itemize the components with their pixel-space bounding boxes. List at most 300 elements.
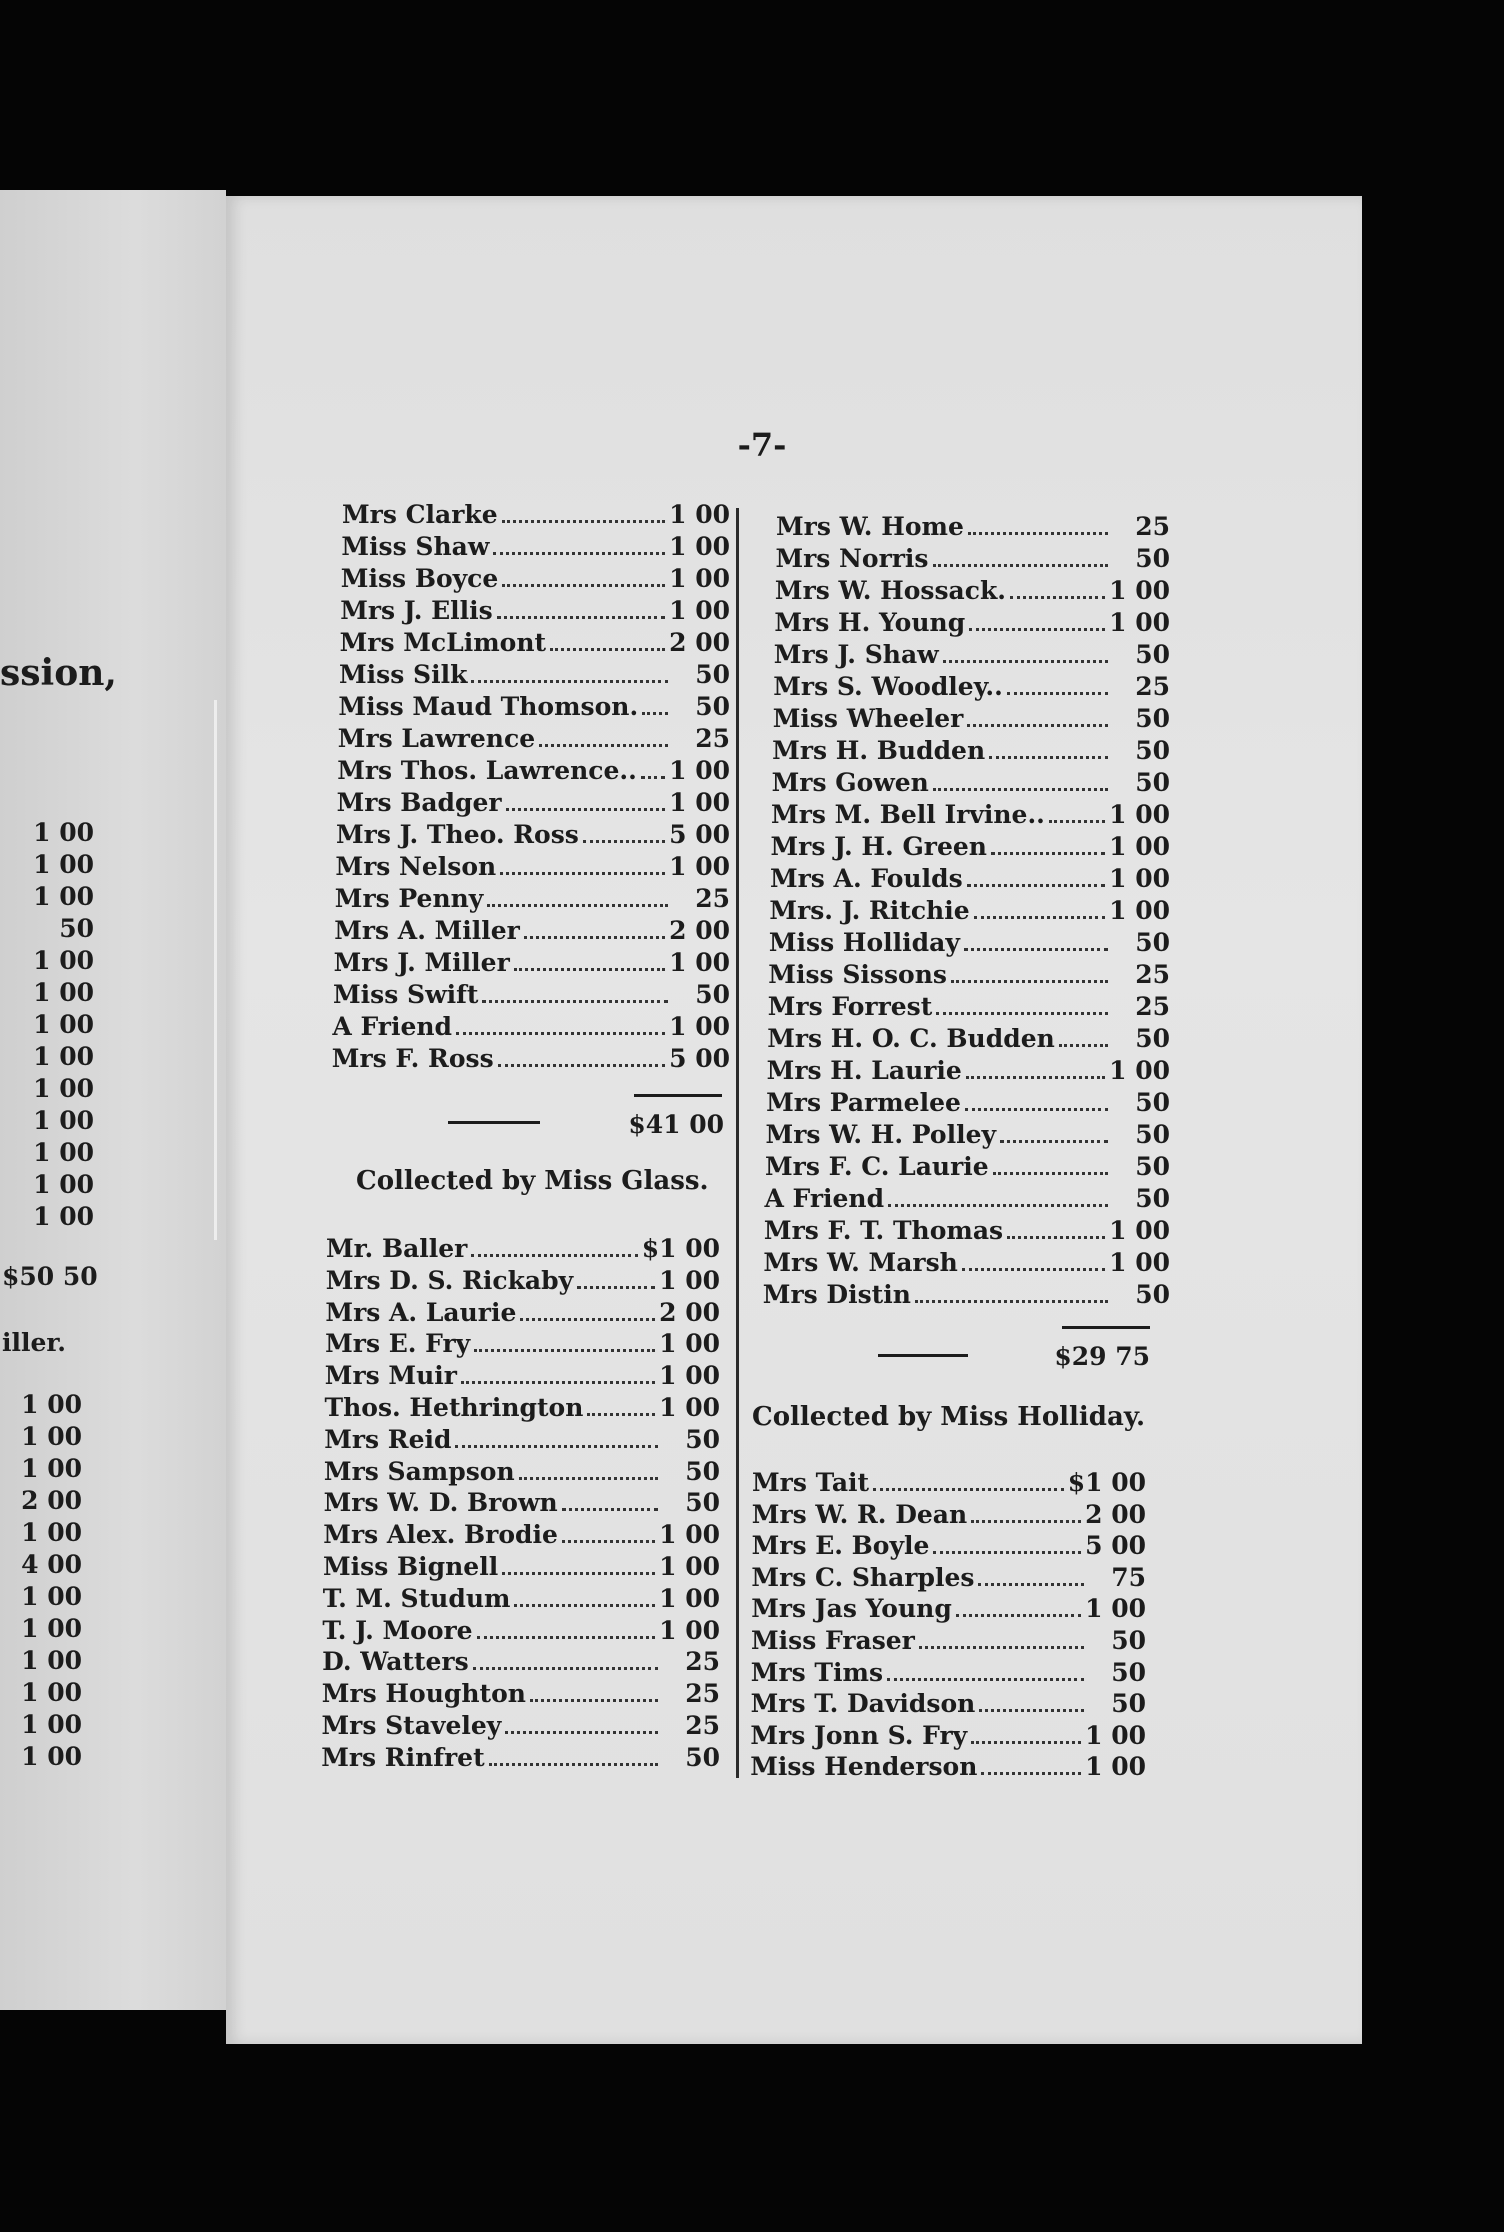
donation-amount: 1 00 xyxy=(659,1520,720,1550)
list-item xyxy=(751,1689,1146,1719)
donation-amount: 1 00 xyxy=(669,564,730,593)
dot-leader xyxy=(520,1300,655,1321)
donor-name: A Friend xyxy=(332,1012,453,1041)
dot-leader xyxy=(951,962,1108,983)
list-item xyxy=(322,1616,720,1646)
list-item xyxy=(323,1520,720,1550)
edge-amount: 1 00 xyxy=(21,1582,82,1611)
dot-leader xyxy=(587,1395,655,1416)
edge-amount: 1 00 xyxy=(33,1074,94,1103)
donor-name: Mrs A. Laurie xyxy=(325,1297,517,1327)
left-edge-title-fragment: ssion, xyxy=(0,652,117,694)
donation-amount: 25 xyxy=(1135,512,1170,541)
donor-name: Miss Maud Thomson. xyxy=(338,692,639,721)
dot-leader xyxy=(962,1250,1105,1271)
donation-amount: 2 00 xyxy=(669,916,730,945)
donor-name: Mrs T. Davidson xyxy=(750,1689,976,1719)
donor-name: Mrs. J. Ritchie xyxy=(769,896,970,925)
donor-name: Mrs S. Woodley.. xyxy=(773,672,1003,701)
dot-leader xyxy=(502,566,665,587)
list-item xyxy=(768,960,1170,990)
donation-amount: 1 00 xyxy=(669,756,730,785)
dot-leader xyxy=(964,930,1108,951)
donor-name: Mrs Distin xyxy=(762,1280,911,1309)
dot-leader xyxy=(583,822,665,843)
left-total-rule xyxy=(634,1094,722,1097)
donation-amount: 1 00 xyxy=(669,500,730,529)
donor-name: Mrs D. S. Rickaby xyxy=(325,1265,574,1295)
donation-amount: 1 00 xyxy=(1109,576,1170,605)
donor-name: Mrs Badger xyxy=(336,788,502,817)
edge-amount: 1 00 xyxy=(33,1138,94,1167)
donor-name: Mrs Forrest xyxy=(767,992,933,1021)
donor-name: Miss Swift xyxy=(333,980,479,1009)
right-total-short-rule xyxy=(878,1354,968,1357)
donation-amount: 1 00 xyxy=(669,852,730,881)
donation-amount: 1 00 xyxy=(1109,608,1170,637)
donor-name: Mrs Muir xyxy=(324,1361,457,1391)
donor-name: Mrs Nelson xyxy=(335,852,497,881)
donor-name: Mrs J. Ellis xyxy=(340,596,493,625)
donation-amount: 25 xyxy=(1135,960,1170,989)
list-item xyxy=(338,692,730,722)
donation-amount: 50 xyxy=(1135,1088,1170,1117)
donation-amount: 1 00 xyxy=(659,1265,720,1295)
dot-leader xyxy=(505,1713,658,1734)
list-item xyxy=(332,1044,730,1074)
donation-amount: 50 xyxy=(1135,928,1170,957)
dot-leader xyxy=(936,994,1108,1015)
donation-amount: 50 xyxy=(685,1742,720,1772)
dot-leader xyxy=(641,758,665,779)
donor-name: Mrs A. Foulds xyxy=(769,864,963,893)
dot-leader xyxy=(493,534,665,555)
donation-amount: 50 xyxy=(695,692,730,721)
left-total-short-rule xyxy=(448,1121,540,1124)
dot-leader xyxy=(477,1618,656,1639)
donation-amount: 1 00 xyxy=(669,1012,730,1041)
donation-amount: 50 xyxy=(1135,544,1170,573)
edge-amount: 1 00 xyxy=(21,1518,82,1547)
list-item xyxy=(342,500,730,530)
donation-amount: 50 xyxy=(1135,704,1170,733)
dot-leader xyxy=(506,790,666,811)
donation-amount: 2 00 xyxy=(659,1297,720,1327)
dot-leader xyxy=(519,1459,658,1480)
donor-name: Mrs H. Budden xyxy=(772,736,986,765)
edge-amount: 1 00 xyxy=(33,946,94,975)
list-item xyxy=(773,672,1170,702)
dot-leader xyxy=(474,1331,655,1352)
list-item xyxy=(752,1500,1146,1530)
donation-amount: 25 xyxy=(695,884,730,913)
list-item xyxy=(752,1468,1146,1498)
donation-amount: 5 00 xyxy=(669,1044,730,1073)
donor-name: Miss Sissons xyxy=(768,960,947,989)
donor-name: Mrs Alex. Brodie xyxy=(323,1520,558,1550)
donor-name: Miss Wheeler xyxy=(772,704,964,733)
donor-name: Mrs J. Miller xyxy=(333,948,510,977)
list-item xyxy=(771,832,1171,862)
list-item xyxy=(326,1234,720,1264)
list-item xyxy=(772,736,1170,766)
edge-amount: 1 00 xyxy=(33,1202,94,1231)
list-item xyxy=(337,756,730,786)
list-item xyxy=(752,1531,1146,1561)
list-item xyxy=(751,1563,1146,1593)
list-item xyxy=(321,1743,720,1773)
donation-amount: $1 00 xyxy=(641,1234,720,1263)
edge-amount: 1 00 xyxy=(21,1742,82,1771)
donor-name: Thos. Hethrington xyxy=(324,1393,584,1422)
dot-leader xyxy=(642,694,668,715)
edge-amount: 1 00 xyxy=(33,850,94,879)
dot-leader xyxy=(991,834,1105,855)
donor-name: Mrs E. Fry xyxy=(325,1329,471,1359)
list-item xyxy=(769,928,1170,958)
donation-amount: 50 xyxy=(685,1456,720,1486)
edge-amount: 1 00 xyxy=(21,1678,82,1707)
donor-name: Mrs J. Theo. Ross xyxy=(336,820,579,849)
donor-name: Mrs A. Miller xyxy=(334,916,520,945)
dot-leader xyxy=(550,630,665,651)
dot-leader xyxy=(971,1502,1081,1523)
edge-amount: 1 00 xyxy=(33,818,94,847)
donor-name: Mrs W. H. Polley xyxy=(765,1120,997,1149)
donor-name: Mrs Gowen xyxy=(771,768,929,797)
list-item xyxy=(751,1626,1146,1656)
donation-amount: 25 xyxy=(1135,672,1170,701)
donation-amount: 1 00 xyxy=(1109,896,1170,925)
list-item xyxy=(765,1152,1170,1182)
donation-amount: 25 xyxy=(695,724,730,753)
donation-amount: 5 00 xyxy=(1085,1531,1146,1561)
list-item xyxy=(775,544,1170,574)
donation-amount: 50 xyxy=(1111,1689,1146,1719)
donor-name: Mrs M. Bell Irvine.. xyxy=(771,800,1045,829)
dot-leader xyxy=(514,1586,655,1607)
list-item xyxy=(775,576,1170,606)
donation-amount: 50 xyxy=(1135,1024,1170,1053)
dot-leader xyxy=(1049,802,1105,823)
list-item xyxy=(338,724,730,754)
list-item xyxy=(326,1266,720,1296)
dot-leader xyxy=(1059,1026,1108,1047)
donation-amount: 1 00 xyxy=(1109,832,1170,861)
edge-amount: 1 00 xyxy=(33,1042,94,1071)
donor-name: Miss Holliday xyxy=(768,928,960,957)
donor-name: Mrs Penny xyxy=(334,884,484,913)
donor-name: Mrs Staveley xyxy=(321,1711,502,1740)
dot-leader xyxy=(974,898,1105,919)
left-edge-heading-fragment: iller. xyxy=(2,1328,66,1357)
donation-amount: 2 00 xyxy=(1085,1499,1146,1529)
donation-amount: 50 xyxy=(1135,736,1170,765)
donor-name: Mrs Parmelee xyxy=(766,1088,961,1117)
donor-name: Miss Fraser xyxy=(751,1626,915,1655)
donor-name: Mrs Jonn S. Fry xyxy=(750,1720,968,1750)
page-number: -7- xyxy=(737,426,787,464)
donation-amount: 50 xyxy=(1111,1657,1146,1687)
donation-amount: 50 xyxy=(685,1424,720,1454)
dot-leader xyxy=(956,1596,1081,1617)
list-item xyxy=(332,1012,730,1042)
donor-name: Miss Shaw xyxy=(341,532,490,561)
dot-leader xyxy=(471,1236,637,1257)
edge-amount: 1 00 xyxy=(33,882,94,911)
dot-leader xyxy=(943,642,1108,663)
donation-amount: 50 xyxy=(685,1488,720,1518)
list-item xyxy=(322,1647,720,1677)
edge-amount: 1 00 xyxy=(21,1614,82,1643)
donation-amount: 50 xyxy=(695,660,730,689)
edge-amount: 1 00 xyxy=(33,1010,94,1039)
dot-leader xyxy=(971,1723,1081,1744)
list-item xyxy=(751,1594,1146,1624)
dot-leader xyxy=(502,1554,655,1575)
list-item xyxy=(325,1361,720,1391)
donor-name: Mrs F. Ross xyxy=(331,1044,494,1073)
donor-name: Mrs W. D. Brown xyxy=(323,1488,558,1518)
donor-name: Mrs Sampson xyxy=(323,1456,515,1486)
edge-amount: 1 00 xyxy=(21,1646,82,1675)
donation-amount: 75 xyxy=(1111,1562,1146,1592)
donation-amount: 50 xyxy=(1135,1120,1170,1149)
dot-leader xyxy=(981,1754,1081,1775)
edge-amount: 2 00 xyxy=(21,1486,82,1515)
edge-amount: 1 00 xyxy=(33,1106,94,1135)
dot-leader xyxy=(1010,578,1105,599)
right-total-rule xyxy=(1062,1326,1150,1329)
dot-leader xyxy=(989,738,1108,759)
column-divider xyxy=(736,508,739,1778)
donation-amount: 1 00 xyxy=(1085,1594,1146,1624)
list-item xyxy=(772,768,1170,798)
donor-name: Miss Bignell xyxy=(323,1552,499,1581)
donation-amount: $1 00 xyxy=(1067,1468,1146,1497)
donor-name: Mrs Jas Young xyxy=(751,1594,952,1624)
donor-name: Mrs H. Laurie xyxy=(766,1056,962,1085)
donor-name: Mrs H. Young xyxy=(774,608,966,637)
edge-amount: 1 00 xyxy=(21,1422,82,1451)
dot-leader xyxy=(562,1522,655,1543)
donation-amount: 25 xyxy=(685,1711,720,1740)
donor-name: Mrs Thos. Lawrence.. xyxy=(337,756,637,785)
dot-leader xyxy=(933,770,1108,791)
dot-leader xyxy=(933,1533,1081,1554)
list-item xyxy=(766,1088,1170,1118)
list-item xyxy=(771,800,1170,830)
list-item xyxy=(325,1329,720,1359)
donor-name: Mrs Tait xyxy=(752,1468,870,1497)
list-item xyxy=(773,704,1170,734)
donor-name: Mrs W. Hossack. xyxy=(774,576,1006,605)
donor-name: Mrs W. Home xyxy=(776,512,964,541)
donation-amount: 50 xyxy=(1135,1280,1170,1309)
left-section-heading: Collected by Miss Glass. xyxy=(356,1166,709,1196)
dot-leader xyxy=(969,610,1105,631)
dot-leader xyxy=(993,1154,1108,1175)
donor-name: Mrs Lawrence xyxy=(337,724,536,753)
donation-amount: 1 00 xyxy=(669,532,730,561)
donation-amount: 1 00 xyxy=(669,948,730,977)
dot-leader xyxy=(530,1681,658,1702)
right-column-total: $29 75 xyxy=(1054,1342,1150,1371)
donation-amount: 25 xyxy=(1135,992,1170,1021)
dot-leader xyxy=(482,982,668,1003)
list-item xyxy=(764,1216,1170,1246)
donation-amount: 50 xyxy=(1111,1626,1146,1655)
donation-amount: 1 00 xyxy=(659,1583,720,1613)
list-item xyxy=(333,980,730,1010)
list-item xyxy=(322,1711,721,1741)
list-item xyxy=(763,1280,1170,1310)
list-item xyxy=(751,1658,1146,1688)
donation-amount: 1 00 xyxy=(659,1552,720,1581)
donation-amount: 1 00 xyxy=(669,788,730,817)
edge-amount: 1 00 xyxy=(33,978,94,1007)
list-item xyxy=(770,864,1170,894)
list-item xyxy=(324,1457,720,1487)
list-item xyxy=(767,1056,1170,1086)
dot-leader xyxy=(966,1058,1105,1079)
dot-leader xyxy=(873,1470,1064,1491)
donor-name: Mrs J. H. Green xyxy=(770,832,987,861)
right-section-heading: Collected by Miss Holliday. xyxy=(752,1402,1146,1432)
list-item xyxy=(325,1298,720,1328)
dot-leader xyxy=(524,918,665,939)
dot-leader xyxy=(1007,1218,1105,1239)
donation-amount: 50 xyxy=(1135,768,1170,797)
donor-name: Mrs Tims xyxy=(750,1657,884,1687)
list-item xyxy=(324,1488,720,1518)
edge-amount: 1 00 xyxy=(21,1390,82,1419)
donation-amount: 1 00 xyxy=(1085,1720,1146,1750)
left-column-total: $41 00 xyxy=(628,1110,724,1139)
list-item xyxy=(335,884,730,914)
donation-amount: 1 00 xyxy=(1109,1248,1170,1277)
dot-leader xyxy=(915,1282,1108,1303)
donor-name: T. J. Moore xyxy=(322,1615,473,1645)
dot-leader xyxy=(461,1363,655,1384)
left-edge-total: $50 50 xyxy=(2,1262,98,1291)
list-item xyxy=(766,1120,1170,1150)
fold-line xyxy=(214,700,217,1240)
donation-amount: 1 00 xyxy=(669,596,730,625)
dot-leader xyxy=(965,1090,1108,1111)
dot-leader xyxy=(500,854,665,875)
dot-leader xyxy=(498,1046,665,1067)
donor-name: Miss Boyce xyxy=(340,564,499,593)
donation-amount: 50 xyxy=(1135,1184,1170,1213)
dot-leader xyxy=(967,706,1108,727)
donor-name: T. M. Studum xyxy=(322,1583,511,1613)
dot-leader xyxy=(471,662,668,683)
list-item xyxy=(764,1184,1170,1214)
donation-amount: 1 00 xyxy=(1109,1056,1170,1085)
list-item xyxy=(325,1393,721,1423)
dot-leader xyxy=(487,886,668,907)
donor-name: A Friend xyxy=(764,1184,885,1213)
donor-name: Mrs Clarke xyxy=(342,500,498,529)
dot-leader xyxy=(919,1628,1084,1649)
donation-amount: 25 xyxy=(685,1647,720,1677)
list-item xyxy=(323,1584,720,1614)
donation-amount: 1 00 xyxy=(1109,800,1170,829)
donor-name: Miss Henderson xyxy=(750,1752,978,1782)
donation-amount: 50 xyxy=(1135,640,1170,669)
dot-leader xyxy=(967,866,1105,887)
edge-amount: 1 00 xyxy=(21,1710,82,1739)
list-item xyxy=(335,852,730,882)
dot-leader xyxy=(489,1745,658,1766)
dot-leader xyxy=(455,1427,658,1448)
donation-amount: 2 00 xyxy=(669,628,730,657)
list-item xyxy=(340,628,730,658)
donor-name: Mrs H. O. C. Budden xyxy=(767,1024,1055,1053)
donor-name: Mrs F. C. Laurie xyxy=(765,1152,989,1181)
donor-name: Mrs J. Shaw xyxy=(773,640,939,669)
edge-amount: 1 00 xyxy=(21,1454,82,1483)
donation-amount: 1 00 xyxy=(1085,1752,1146,1782)
donor-name: Mr. Baller xyxy=(326,1234,468,1263)
donation-amount: 1 00 xyxy=(1109,1216,1170,1245)
list-item xyxy=(767,1024,1170,1054)
list-item xyxy=(776,512,1170,542)
edge-amount: 1 00 xyxy=(33,1170,94,1199)
donor-name: Mrs W. R. Dean xyxy=(751,1499,968,1529)
list-item xyxy=(768,992,1170,1022)
list-item xyxy=(336,820,730,850)
list-item xyxy=(769,896,1170,926)
dot-leader xyxy=(978,1565,1084,1586)
dot-leader xyxy=(887,1660,1084,1681)
donor-name: Mrs McLimont xyxy=(339,628,547,657)
donation-amount: 1 00 xyxy=(659,1615,720,1645)
list-item xyxy=(341,564,730,594)
dot-leader xyxy=(1007,674,1108,695)
dot-leader xyxy=(502,502,665,523)
list-item xyxy=(750,1752,1146,1782)
list-item xyxy=(334,948,730,978)
donor-name: Mrs F. T. Thomas xyxy=(763,1216,1004,1245)
list-item xyxy=(774,608,1170,638)
dot-leader xyxy=(562,1490,658,1511)
donation-amount: 5 00 xyxy=(669,820,730,849)
dot-leader xyxy=(456,1014,665,1035)
dot-leader xyxy=(1000,1122,1108,1143)
dot-leader xyxy=(968,514,1108,535)
list-item xyxy=(334,916,730,946)
donation-amount: 1 00 xyxy=(659,1329,720,1359)
list-item xyxy=(750,1721,1146,1751)
donor-name: Miss Silk xyxy=(339,660,468,689)
donation-amount: 25 xyxy=(685,1679,720,1709)
list-item xyxy=(324,1425,720,1455)
dot-leader xyxy=(514,950,665,971)
list-item xyxy=(763,1248,1170,1278)
list-item xyxy=(340,596,730,626)
donation-amount: 50 xyxy=(1135,1152,1170,1181)
dot-leader xyxy=(473,1649,658,1670)
donor-name: Mrs C. Sharples xyxy=(751,1562,975,1592)
donation-amount: 1 00 xyxy=(1109,864,1170,893)
list-item xyxy=(323,1552,720,1582)
donation-amount: 1 00 xyxy=(659,1361,720,1391)
dot-leader xyxy=(888,1186,1108,1207)
dot-leader xyxy=(933,546,1108,567)
donor-name: Mrs Houghton xyxy=(321,1679,526,1709)
